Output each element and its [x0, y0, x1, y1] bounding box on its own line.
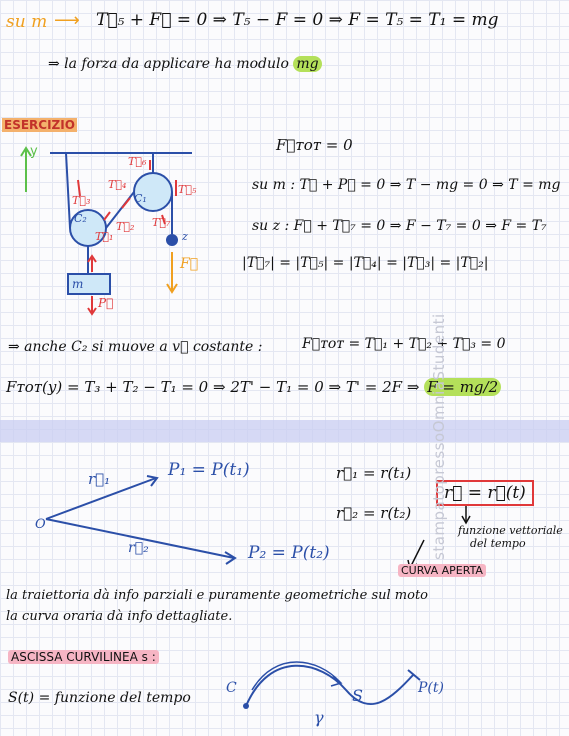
p2-label: P₂ = P(t₂) [248, 543, 330, 563]
curve-s-label: S [352, 686, 363, 705]
r2-vector-label: r⃗₂ [128, 540, 149, 556]
rt-box: r⃗ = r⃗(t) [436, 480, 534, 506]
ftot-y-highlight: F = mg/2 [424, 378, 501, 396]
forza-text: ⇒ la forza da applicare ha modulo [48, 56, 289, 72]
z-label: z [182, 230, 188, 243]
r1-vector-label: r⃗₁ [88, 470, 111, 488]
moduli-equation: |T⃗₇| = |T⃗₅| = |T⃗₄| = |T⃗₃| = |T⃗₂| [242, 255, 489, 271]
c2-label: C₂ [74, 212, 87, 225]
traiettoria-line-1: la traiettoria dà info parziali e puramente geometriche sul moto [6, 588, 429, 603]
anche-line: ⇒ anche C₂ si muove a v⃗ costante : [8, 339, 263, 355]
arrow-icon: ⟶ [54, 10, 80, 31]
curve-c-label: C [226, 680, 237, 696]
curve-pt-label: P(t) [418, 680, 444, 696]
t1-label: T⃗₁ [95, 230, 114, 243]
su-z-equation: su z : F⃗ + T⃗₇ = 0 ⇒ F − T₇ = 0 ⇒ F = T₇ [252, 218, 547, 234]
anche-equation: F⃗ᴛᴏᴛ = T⃗₁ + T⃗₂ + T⃗₃ = 0 [302, 336, 506, 352]
su-m-label: su m [6, 12, 48, 32]
top-equation: T⃗₅ + F⃗ = 0 ⇒ T₅ − F = 0 ⇒ F = T₅ = T₁ = mg [96, 10, 499, 30]
p-label: P⃗ [98, 296, 114, 310]
p1-label: P₁ = P(t₁) [168, 460, 250, 480]
t7-label: T⃗₇ [152, 216, 171, 229]
ftot-y-text: Fᴛᴏᴛ(y) = T₃ + T₂ − T₁ = 0 ⇒ 2T' − T₁ = 0 ⇒ T' = 2F ⇒ [6, 378, 420, 396]
y-axis-label: y [30, 144, 38, 159]
t5-label: T⃗₅ [178, 183, 197, 196]
r2-equation: r⃗₂ = r(t₂) [336, 504, 412, 522]
su-m-equation: su m : T⃗ + P⃗ = 0 ⇒ T − mg = 0 ⇒ T = mg [252, 177, 561, 193]
ascissa-heading: ASCISSA CURVILINEA s : [8, 650, 159, 664]
st-equation: S(t) = funzione del tempo [8, 690, 191, 706]
curva-aperta-label: CURVA APERTA [398, 564, 486, 577]
funzione-vettoriale: funzione vettoriale [458, 524, 563, 537]
t4-label: T⃗₄ [108, 178, 127, 191]
ftot-zero: F⃗ᴛᴏᴛ = 0 [276, 136, 353, 154]
forza-highlight: mg [293, 56, 321, 72]
f-label: F⃗ [180, 256, 199, 272]
t6-label: T⃗₆ [128, 155, 147, 168]
t2-label: T⃗₂ [116, 220, 135, 233]
m-label: m [72, 277, 84, 291]
traiettoria-line-2: la curva oraria dà info dettagliate. [6, 609, 233, 624]
esercizio-heading: ESERCIZIO [4, 118, 75, 132]
t3-label: T⃗₃ [72, 194, 91, 207]
del-tempo: del tempo [470, 537, 526, 550]
curve-gamma-label: γ [314, 708, 324, 727]
c1-label: C₁ [134, 192, 147, 205]
origin-label: O [35, 517, 46, 532]
watermark: stampatopressoOmniaStudenti [430, 313, 448, 560]
r1-equation: r⃗₁ = r(t₁) [336, 464, 412, 482]
